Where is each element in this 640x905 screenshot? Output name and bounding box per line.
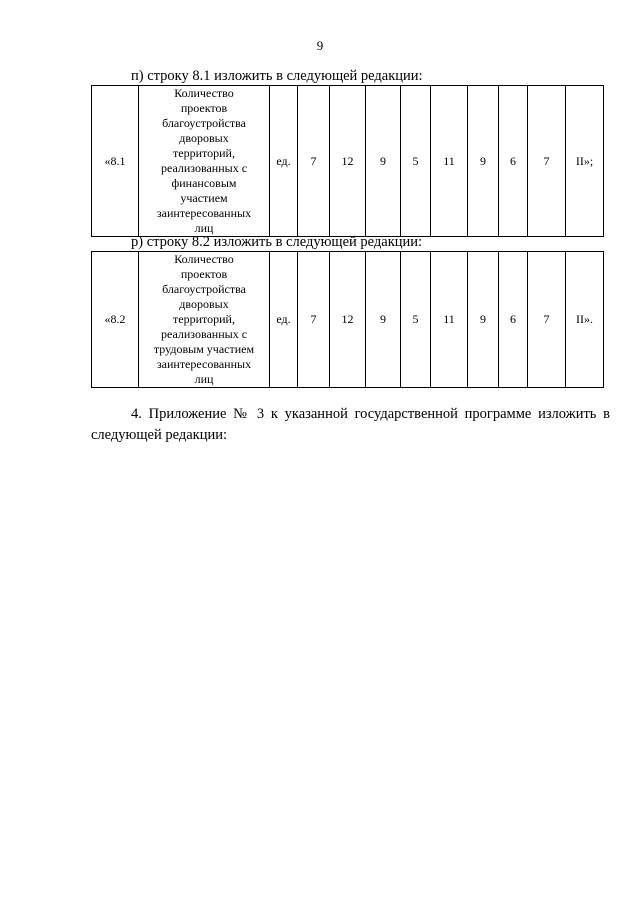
value-cell: 6 (499, 252, 528, 388)
value-cell: 11 (431, 252, 468, 388)
intro-line-8-1: п) строку 8.1 изложить в следующей редакции: (131, 68, 423, 84)
value-cell: 7 (528, 86, 566, 237)
unit-cell: ед. (270, 86, 298, 237)
value-cell: 7 (528, 252, 566, 388)
value-cell: 11 (431, 86, 468, 237)
value-cell: 9 (468, 86, 499, 237)
table-row (92, 86, 604, 237)
value-cell: 6 (499, 86, 528, 237)
indicator-name-cell (139, 252, 270, 388)
value-cell: 7 (298, 86, 330, 237)
value-cell: 5 (401, 86, 431, 237)
unit-cell: ед. (270, 252, 298, 388)
value-cell: 9 (468, 252, 499, 388)
value-cell: 9 (366, 86, 401, 237)
section-4-paragraph: 4. Приложение № 3 к указанной государственной программе изложить в следующей редакции: (91, 406, 610, 443)
table-row (92, 252, 604, 388)
value-cell: 9 (366, 252, 401, 388)
value-cell: 12 (330, 252, 366, 388)
row-code-cell: «8.2 (92, 252, 139, 388)
indicator-name-cell (139, 86, 270, 237)
value-cell: 12 (330, 86, 366, 237)
indicator-name-text: Количество проектов благоустройства дворовых территорий, реализованных с трудовым участием заинтересованных лиц (153, 252, 255, 386)
page-number: 9 (316, 38, 324, 53)
value-cell: 7 (298, 252, 330, 388)
last-cell: II»; (566, 86, 604, 237)
value-cell: 5 (401, 252, 431, 388)
indicator-name-text: Количество проектов благоустройства дворовых территорий, реализованных с финансовым участием заинтересованных лиц (156, 86, 252, 235)
row-code-cell: «8.1 (92, 86, 139, 237)
intro-line-8-2: р) строку 8.2 изложить в следующей редакции: (131, 234, 423, 250)
last-cell: II». (566, 252, 604, 388)
indicator-table-8-1 (91, 85, 604, 237)
indicator-table-8-2 (91, 251, 604, 388)
